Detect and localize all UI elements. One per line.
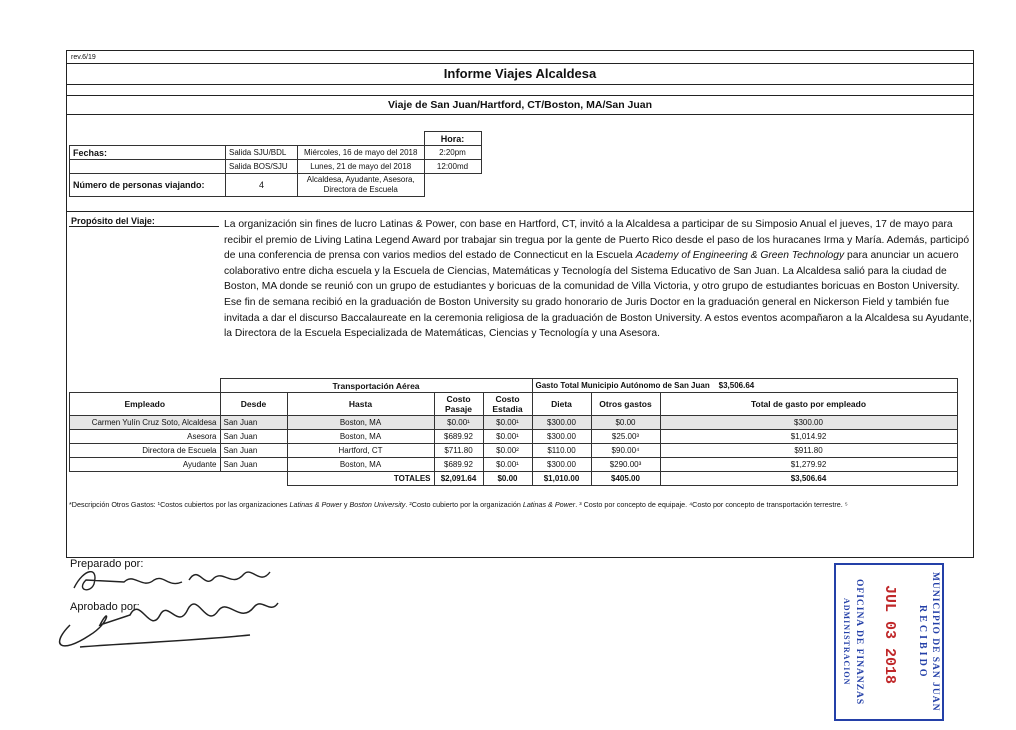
divider <box>67 95 973 96</box>
stamp-recibido: RECIBIDO <box>917 604 928 680</box>
purpose-label: Propósito del Viaje: <box>71 216 155 226</box>
stamp-administracion: ADMINISTRACION <box>842 598 851 686</box>
divider <box>67 114 973 115</box>
footnote: *Descripción Otros Gastos: ¹Costos cubiertos por las organizaciones Latinas & Power y Boston University. ²Costo cubierto por la organización Latinas & Power. ³ Costo por concepto de equipaje. ⁴Costo por concepto de transportación terrestre. ⁵ <box>69 500 848 509</box>
totals-row: TOTALES $2,091.64 $0.00 $1,010.00 $405.00 $3,506.64 <box>70 472 958 486</box>
col-empleado: Empleado <box>70 393 221 416</box>
divider <box>67 211 973 212</box>
received-stamp <box>834 563 944 721</box>
total-header: Gasto Total Municipio Autónomo de San Juan $3,506.64 <box>532 379 957 393</box>
fechas-label: Fechas: <box>70 146 226 160</box>
revision-label: rev.6/19 <box>71 54 96 61</box>
col-otros: Otros gastos <box>591 393 660 416</box>
divider <box>69 226 219 227</box>
expenses-table <box>69 378 958 486</box>
date-1: Miércoles, 16 de mayo del 2018 <box>298 146 425 160</box>
total-value: $3,506.64 <box>718 381 755 390</box>
divider <box>67 63 973 64</box>
col-hasta: Hasta <box>287 393 434 416</box>
table-row: Carmen Yulín Cruz Soto, Alcaldesa San Juan Boston, MA $0.00¹ $0.00¹ $300.00 $0.00 $300.00 <box>70 416 958 430</box>
trip-title: Viaje de San Juan/Hartford, CT/Boston, MA/San Juan <box>387 99 653 111</box>
date-2: Lunes, 21 de mayo del 2018 <box>298 160 425 174</box>
col-dieta: Dieta <box>532 393 591 416</box>
stamp-date: JUL 03 2018 <box>881 585 898 685</box>
stamp-municipio: MUNICIPIO DE SAN JUAN <box>930 572 940 712</box>
col-costo-pasaje: Costo Pasaje <box>434 393 483 416</box>
table-row: Asesora San Juan Boston, MA $689.92 $0.00¹ $300.00 $25.00³ $1,014.92 <box>70 430 958 444</box>
trip-report-form <box>66 50 974 558</box>
leg-1: Salida SJU/BDL <box>226 146 298 160</box>
divider <box>67 84 973 85</box>
col-desde: Desde <box>220 393 287 416</box>
hora-label: Hora: <box>424 132 481 146</box>
report-title: Informe Viajes Alcaldesa <box>443 66 597 81</box>
dates-table <box>69 131 482 197</box>
persons-count: 4 <box>226 174 298 197</box>
time-1: 2:20pm <box>424 146 481 160</box>
table-row: Directora de Escuela San Juan Hartford, CT $711.80 $0.00² $110.00 $90.00⁴ $911.80 <box>70 444 958 458</box>
table-row: Ayudante San Juan Boston, MA $689.92 $0.00¹ $300.00 $290.00³ $1,279.92 <box>70 458 958 472</box>
prepared-by-label: Preparado por: <box>70 558 144 570</box>
approved-by-label: Aprobado por: <box>70 601 140 613</box>
purpose-text: La organización sin fines de lucro Latinas & Power, con base en Hartford, CT, invitó a la Alcaldesa a participar de su Simposio Anual el jueves, 17 de mayo para recibir el premio de Living Latina Legend Award por trabajar sin tregua por la gente de Puerto Rico desde el paso de los huracanes Irma y María. Además, participó de una conferencia de prensa con varios medios del estado de Connecticut en la Escuela Academy of Engineering & Green Technology para anunciar un acuero colaborativo entre dicha escuela y la Escuela de Ciencias, Matemáticas y Tecnología del Sistema Educativo de San Juan. La Alcaldesa salió para la ciudad de Boston, MA donde se reunió con un grupo de estudiantes y boricuas de la comunidad de Villa Victoria, y otro grupo de estudiantes boricuas en Boston University. Ese fin de semana recibió en la graduación de Boston University su grado honorario de Juris Doctor en la graduación general en Nickerson Field y también fue invitada a dar el discurso Baccalaureate en la ceremonia religiosa de la graduación de Boston University. A estos eventos acompañaron a la Alcaldesa su Ayudante, la Directora de la Escuela Especializada de Matemáticas, Ciencias y Tecnología y una Asesora. <box>224 219 972 340</box>
approved-signature <box>40 585 290 655</box>
stamp-oficina: OFICINA DE FINANZAS <box>854 578 864 706</box>
totals-label: TOTALES <box>287 472 434 486</box>
col-costo-estadia: Costo Estadia <box>483 393 532 416</box>
persons-label: Número de personas viajando: <box>70 174 226 197</box>
leg-2: Salida BOS/SJU <box>226 160 298 174</box>
time-2: 12:00md <box>424 160 481 174</box>
air-transport-header: Transportación Aérea <box>220 379 532 393</box>
col-total: Total de gasto por empleado <box>660 393 957 416</box>
persons-roles: Alcaldesa, Ayudante, Asesora, Directora de Escuela <box>298 174 425 197</box>
